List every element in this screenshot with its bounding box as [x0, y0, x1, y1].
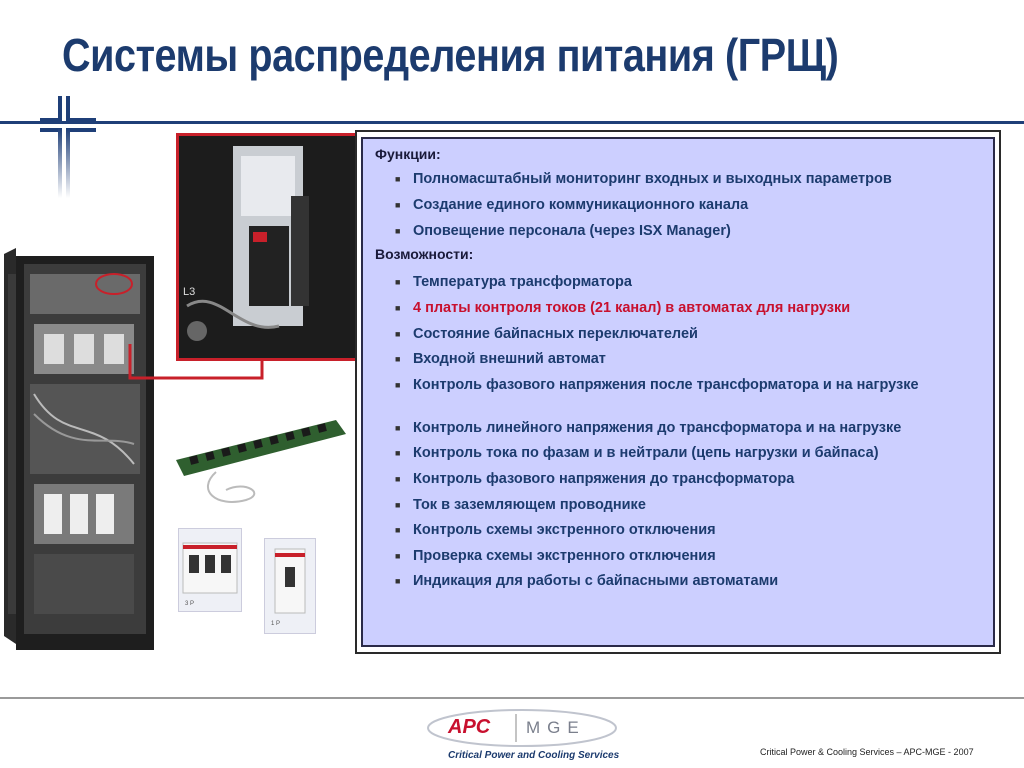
- square-bullet-icon: ■: [395, 500, 401, 510]
- logo-apc-text: APC: [448, 716, 491, 738]
- zoom-label: L3: [183, 286, 196, 298]
- square-bullet-icon: ■: [395, 474, 401, 484]
- list-item: ■ Оповещение персонала (через ISX Manager): [395, 223, 731, 239]
- list-item: ■ Контроль линейного напряжения до трансформатора и на нагрузке: [395, 420, 902, 436]
- current-board-photo: [176, 420, 351, 510]
- title-underline: [0, 121, 1024, 124]
- square-bullet-icon: ■: [395, 303, 401, 313]
- features-panel: [355, 130, 1001, 654]
- square-bullet-icon: ■: [395, 380, 401, 390]
- logo-mge-text: MGE: [526, 718, 586, 737]
- list-item: ■ Температура трансформатора: [395, 274, 632, 290]
- breaker-3p-photo: [178, 528, 242, 612]
- features-panel-inner: [361, 137, 995, 647]
- list-item: ■ Создание единого коммуникационного канала: [395, 197, 749, 213]
- capabilities-heading: Возможности:: [375, 246, 474, 262]
- logo-tagline: Critical Power and Cooling Services: [448, 750, 620, 761]
- footer-divider: [0, 697, 1024, 699]
- list-item: ■ Индикация для работы с байпасными автоматами: [395, 573, 779, 589]
- list-item: ■ Состояние байпасных переключателей: [395, 326, 698, 342]
- square-bullet-icon: ■: [395, 226, 401, 236]
- list-item: ■ Контроль фазового напряжения до трансформатора: [395, 471, 795, 487]
- zoom-photo: [176, 133, 360, 361]
- square-bullet-icon: ■: [395, 329, 401, 339]
- breaker-1p-label: 1 P: [271, 621, 281, 627]
- square-bullet-icon: ■: [395, 551, 401, 561]
- list-item: ■ Ток в заземляющем проводнике: [395, 497, 646, 513]
- square-bullet-icon: ■: [395, 576, 401, 586]
- list-item-highlight: ■ 4 платы контроля токов (21 канал) в автоматах для нагрузки: [395, 300, 851, 316]
- functions-heading: Функции:: [375, 146, 441, 162]
- list-item: ■ Полномасштабный мониторинг входных и выходных параметров: [395, 171, 892, 187]
- footer-text: Critical Power & Cooling Services – APC-MGE - 2007: [760, 747, 974, 757]
- square-bullet-icon: ■: [395, 525, 401, 535]
- breaker-1p-photo: [264, 538, 316, 634]
- list-item: ■ Контроль тока по фазам и в нейтрали (цепь нагрузки и байпаса): [395, 445, 879, 461]
- cabinet-photo: [4, 244, 154, 650]
- square-bullet-icon: ■: [395, 448, 401, 458]
- square-bullet-icon: ■: [395, 200, 401, 210]
- square-bullet-icon: ■: [395, 174, 401, 184]
- list-item: ■ Входной внешний автомат: [395, 351, 606, 367]
- list-item: ■ Проверка схемы экстренного отключения: [395, 548, 716, 564]
- square-bullet-icon: ■: [395, 277, 401, 287]
- list-item: ■ Контроль фазового напряжения после трансформатора и на нагрузке: [395, 377, 919, 393]
- breaker-3p-label: 3 P: [185, 601, 195, 607]
- cross-ornament-icon: [38, 92, 100, 202]
- list-item: ■ Контроль схемы экстренного отключения: [395, 522, 716, 538]
- apc-mge-logo: [424, 706, 620, 764]
- square-bullet-icon: ■: [395, 423, 401, 433]
- slide-title: Системы распределения питания (ГРЩ): [62, 29, 839, 81]
- square-bullet-icon: ■: [395, 354, 401, 364]
